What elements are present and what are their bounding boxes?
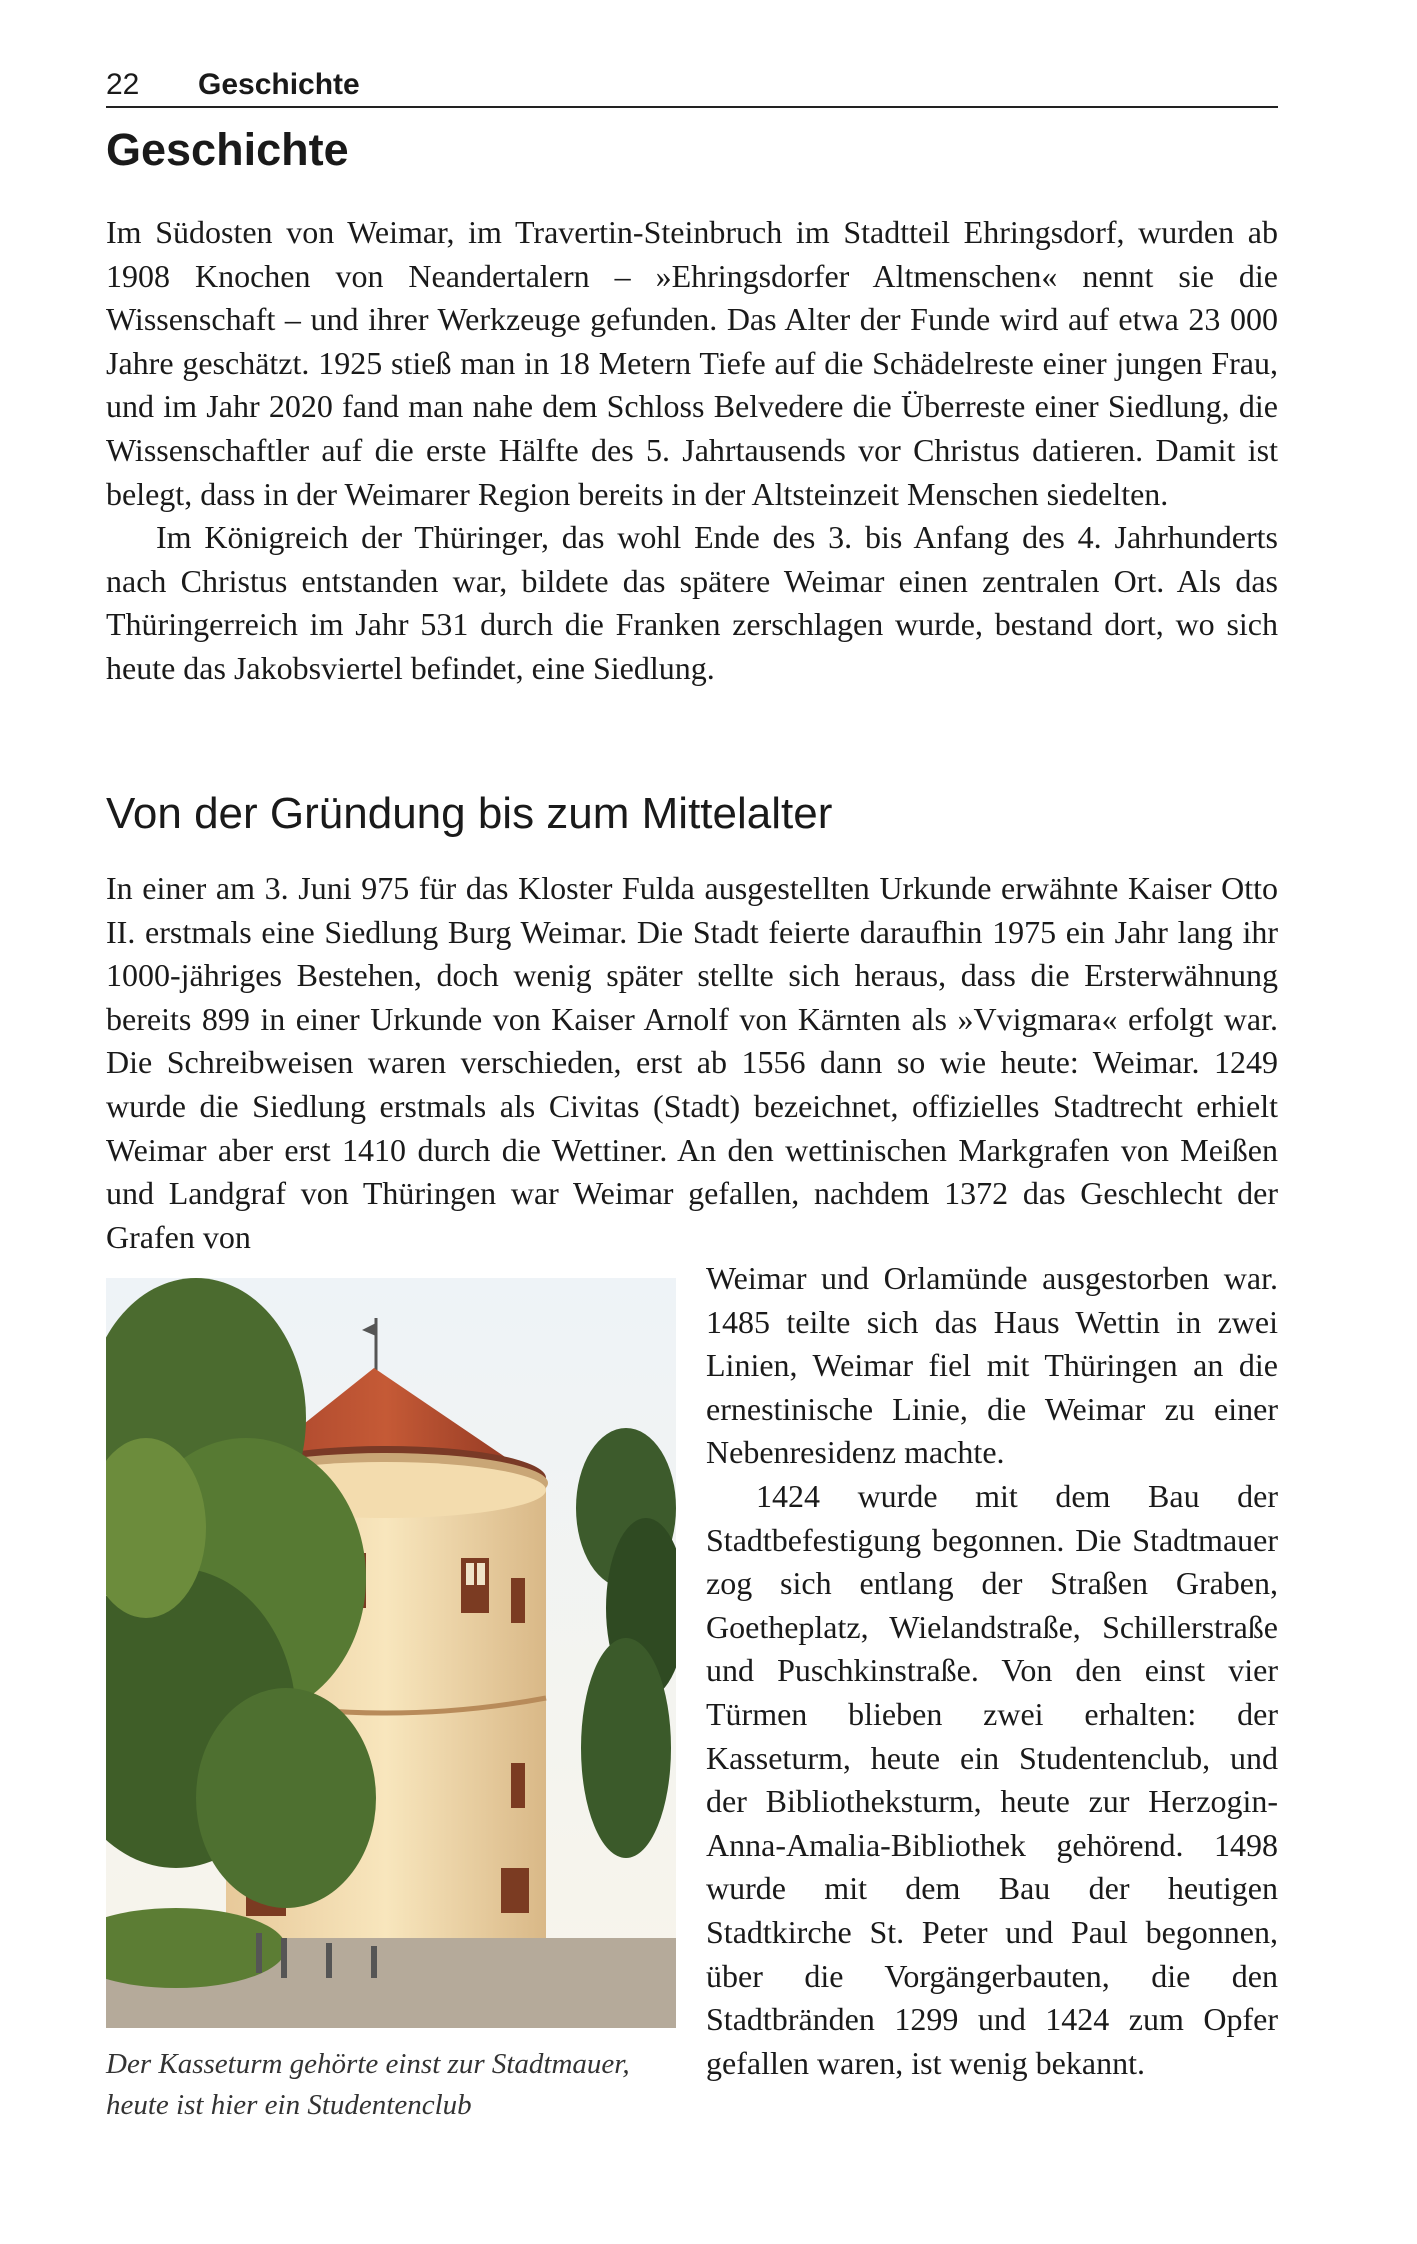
running-header xyxy=(106,62,1278,108)
paragraph: Weimar und Orlamünde ausgestorben war. 1485 teilte sich das Haus Wettin in zwei Linien, Weimar fiel mit Thüringen an die ernestinische Linie, die Weimar zu einer Nebenresidenz machte. xyxy=(706,1260,1278,1471)
section-heading: Von der Gründung bis zum Mittelalter xyxy=(106,789,833,838)
kasseturm-photo xyxy=(106,1278,676,2028)
page-number: 22 xyxy=(106,68,140,101)
paragraph: In einer am 3. Juni 975 für das Kloster Fulda ausgestellten Urkunde erwähnte Kaiser Otto II. erstmals eine Siedlung Burg Weimar. Die Stadt feierte daraufhin 1975 ein Jahr lang ihr 1000-jähriges Bestehen, doch wenig später stellte sich heraus, dass die Ersterwähnung bereits 899 in einer Urkunde von Kaiser Arnolf von Kärnten als »Vvigmara« erfolgt war. Die Schreibweisen waren verschieden, erst ab 1556 dann so wie heute: Weimar. 1249 wurde die Siedlung erstmals als Civitas (Stadt) bezeichnet, offizielles Stadtrecht erhielt Weimar aber erst 1410 durch die Wettiner. An den wettinischen Markgrafen von Meißen und Landgraf von Thüringen war Weimar gefallen, nachdem 1372 das Geschlecht der Grafen von xyxy=(106,870,1278,1255)
section-column-text xyxy=(706,1257,1278,2085)
figure-caption: Der Kasseturm gehörte einst zur Stadtmauer, heute ist hier ein Studentenclub xyxy=(106,2048,630,2121)
paragraph: Im Königreich der Thüringer, das wohl Ende des 3. bis Anfang des 4. Jahrhunderts nach Christus entstanden war, bildete das spätere Weimar einen zentralen Ort. Als das Thüringerreich im Jahr 531 durch die Franken zerschlagen wurde, bestand dort, wo sich heute das Jakobsviertel befindet, eine Siedlung. xyxy=(106,519,1278,686)
paragraph: Im Südosten von Weimar, im Travertin-Steinbruch im Stadtteil Ehringsdorf, wurden ab 1908 Knochen von Neandertalern – »Ehringsdorfer Altmenschen« nennt sie die Wissenschaft – und ihrer Werkzeuge gefunden. Das Alter der Funde wird auf etwa 23 000 Jahre geschätzt. 1925 stieß man in 18 Metern Tiefe auf die Schädelreste einer jungen Frau, und im Jahr 2020 fand man nahe dem Schloss Belvedere die Überreste einer Siedlung, die Wissenschaftler auf die erste Hälfte des 5. Jahrtausends vor Christus datieren. Damit ist belegt, dass in der Weimarer Region bereits in der Altsteinzeit Menschen siedelten. xyxy=(106,214,1278,512)
chapter-title: Geschichte xyxy=(106,124,349,175)
paragraph: 1424 wurde mit dem Bau der Stadtbefestigung begonnen. Die Stadtmauer zog sich entlang der Straßen Graben, Goetheplatz, Wielandstraße, Schillerstraße und Puschkinstraße. Von den einst vier Türmen blieben zwei erhalten: der Kasseturm, heute ein Studentenclub, und der Bibliotheksturm, heute zur Herzogin-Anna-Amalia-Bibliothek gehörend. 1498 wurde mit dem Bau der heutigen Stadtkirche St. Peter und Paul begonnen, über die Vorgängerbauten, die den Stadtbränden 1299 und 1424 zum Opfer gefallen waren, ist wenig bekannt. xyxy=(706,1477,1278,2081)
section-text xyxy=(106,867,1278,1259)
running-title: Geschichte xyxy=(198,68,360,101)
intro-text xyxy=(106,211,1278,691)
